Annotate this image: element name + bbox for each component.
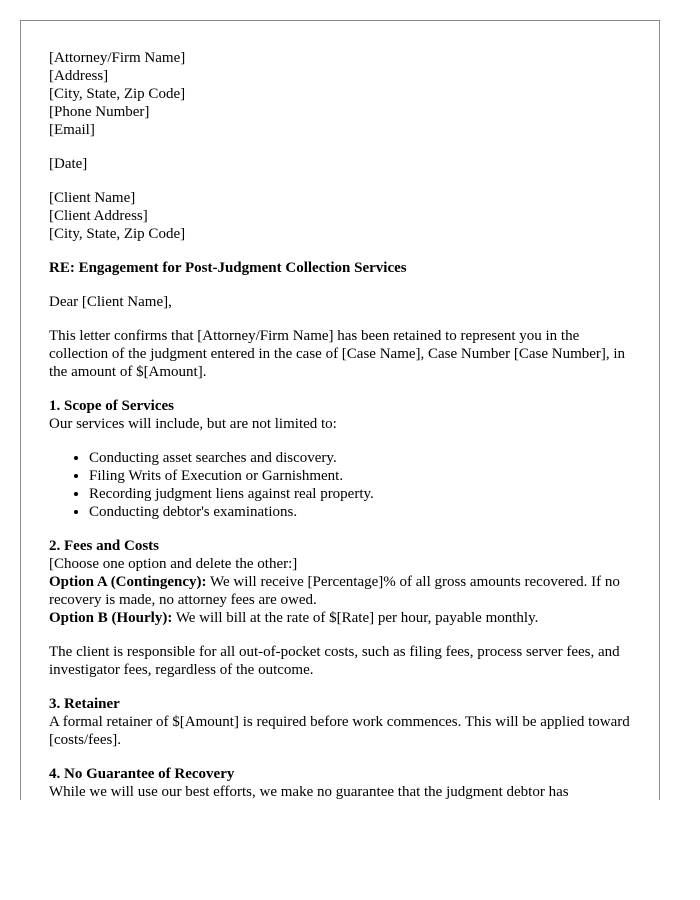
option-a-text: We will receive [Percentage]% of all gross amounts recovered. If no recovery is made, no attorney fees are owed. bbox=[49, 574, 620, 608]
retainer-heading: 3. Retainer bbox=[49, 696, 120, 712]
date-line bbox=[49, 155, 637, 173]
option-b bbox=[49, 609, 637, 627]
letter-date: [Date] bbox=[49, 156, 88, 172]
option-b-label: Option B (Hourly): bbox=[49, 610, 173, 626]
section-scope bbox=[49, 397, 637, 521]
letter-page bbox=[20, 20, 660, 800]
letter-body bbox=[49, 49, 637, 800]
guarantee-text: While we will use our best efforts, we make no guarantee that the judgment debtor has bbox=[49, 784, 569, 800]
fees-instruction: [Choose one option and delete the other:] bbox=[49, 556, 298, 572]
recipient-address: [Client Address] bbox=[49, 208, 148, 224]
list-item: • Conducting asset searches and discovery. bbox=[89, 449, 637, 467]
sender-block bbox=[49, 49, 637, 139]
option-a-label: Option A (Contingency): bbox=[49, 574, 207, 590]
option-a bbox=[49, 573, 637, 609]
retainer-text: A formal retainer of $[Amount] is required before work commences. This will be applied toward [costs/fees]. bbox=[49, 714, 630, 748]
re-line: RE: Engagement for Post-Judgment Collection Services bbox=[49, 260, 407, 276]
costs-paragraph: The client is responsible for all out-of-pocket costs, such as filing fees, process server fees, and investigator fees, regardless of the outcome. bbox=[49, 644, 620, 678]
option-b-text: We will bill at the rate of $[Rate] per hour, payable monthly. bbox=[172, 610, 539, 626]
recipient-block bbox=[49, 189, 637, 243]
salutation: Dear [Client Name], bbox=[49, 294, 172, 310]
sender-address: [Address] bbox=[49, 68, 109, 84]
list-item: • Recording judgment liens against real property. bbox=[89, 485, 637, 503]
fees-heading: 2. Fees and Costs bbox=[49, 538, 160, 554]
section-retainer bbox=[49, 695, 637, 749]
section-fees bbox=[49, 537, 637, 679]
scope-lead: Our services will include, but are not limited to: bbox=[49, 416, 337, 432]
sender-email: [Email] bbox=[49, 122, 95, 138]
scope-list bbox=[49, 449, 637, 521]
section-guarantee bbox=[49, 765, 637, 800]
guarantee-heading: 4. No Guarantee of Recovery bbox=[49, 766, 235, 782]
sender-firm: [Attorney/Firm Name] bbox=[49, 50, 186, 66]
list-item: • Filing Writs of Execution or Garnishment. bbox=[89, 467, 637, 485]
intro-paragraph: This letter confirms that [Attorney/Firm Name] has been retained to represent you in the collection of the judgment entered in the case of [Case Name], Case Number [Case Number], in the amount of $[Amount]. bbox=[49, 328, 626, 380]
scope-heading: 1. Scope of Services bbox=[49, 398, 174, 414]
list-item: • Conducting debtor's examinations. bbox=[89, 503, 637, 521]
recipient-name: [Client Name] bbox=[49, 190, 136, 206]
sender-city: [City, State, Zip Code] bbox=[49, 86, 186, 102]
recipient-city: [City, State, Zip Code] bbox=[49, 226, 186, 242]
sender-phone: [Phone Number] bbox=[49, 104, 150, 120]
